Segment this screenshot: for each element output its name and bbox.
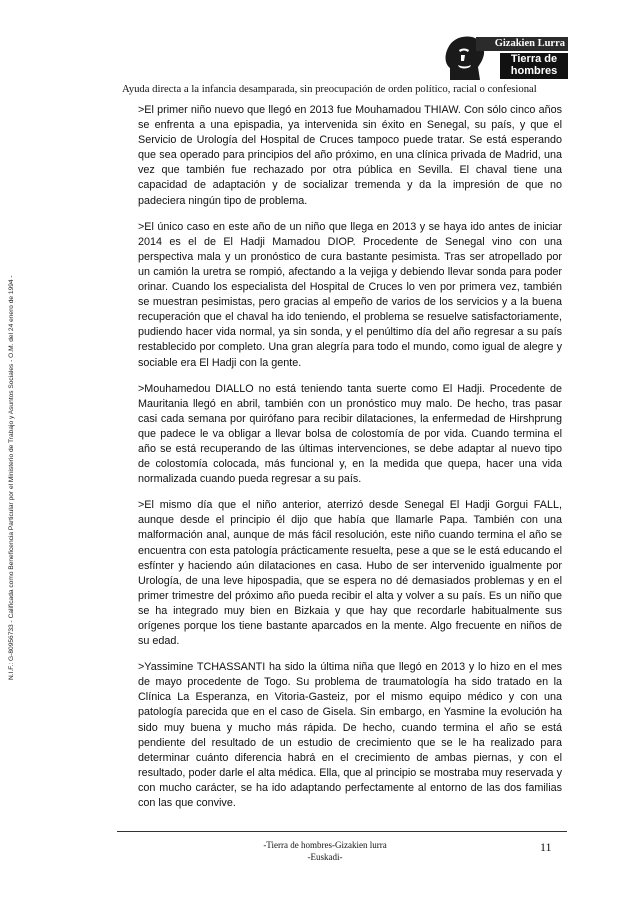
page-number: 11 (540, 840, 552, 854)
paragraph-diallo: >Mouhamedou DIALLO no está teniendo tanta suerte como El Hadji. Procedente de Mauritania llegó en abril, también con un pronóstico muy malo. De hecho, tras pasar casi cada semana por quirófano para recibir dilataciones, la enfermedad de Hirshprung que padece le va obligar a llevar bolsa de colostomía de por vida. Cuando termina el año se está recuperando de las últimas intervenciones, se debe adaptar al nuevo tipo de colostomía colocada, más funcional y, en la medida que quepa, hacer una vida normalizada cuando pueda regresar a su país. (138, 382, 562, 486)
brand-line-1: Tierra de (510, 53, 558, 65)
brand-name-spanish (500, 53, 568, 79)
paragraph-fall: >El mismo día que el niño anterior, aterrizó desde Senegal El Hadji Gorgui FALL, aunque desde el principio él dijo que había que llamarle Papa. También con una malformación anal, aunque de más fácil resolución, este niño cuando termina el año se encuentra con esta patología prácticamente resuelta, pese a que se le está educando el esfínter y haciendo aún dilataciones en casa. Hubo de ser intervenido igualmente por Urología, de una leve hipospadia, que se espera no dé demasiados problemas y en el primer trimestre del próximo año pueda recibir el alta y volver a su país. Es un niño que se ha integrado muy bien en Bizkaia y que hay que recordarle habitualmente sus orígenes porque los tiene bastante aparcados en la mente. Algo frecuente en niños de su edad. (138, 499, 562, 648)
paragraph-tchassanti: >Yassimine TCHASSANTI ha sido la última niña que llegó en 2013 y lo hizo en el mes de mayo procedente de Togo. Su problema de traumatología ha sido tratado en la Clínica La Esperanza, en Vitoria-Gasteiz, por el mismo equipo médico y con una patología parecida que en el caso de Gisela. Sin embargo, en Yasmine la evolución ha sido muy buena y mucho más rápida. De hecho, cuando termina el año se está pendiente del resultado de un estudio de crecimiento que se le ha realizado para determinar cuánto diferencia habrá en el crecimiento de ambas piernas, y con el resultado, poder darle el alta médica. Ella, que al principio se mostraba muy reservada y con mucho carácter, se ha ido adaptando perfectamente al entorno de las dos familias con las que convive. (138, 661, 562, 810)
footer-divider (117, 831, 567, 832)
footer-region: -Euskadi- (307, 852, 343, 862)
document-body (138, 103, 562, 822)
header-tagline: Ayuda directa a la infancia desamparada, sin preocupación de orden político, racial o confesional (122, 83, 537, 95)
brand-name-basque: Gizakien Lurra (476, 37, 568, 51)
legal-note-text: N.I.F.: G-80956733 - Calificada como Beneficencia Particular por el Ministerio de Trabajo y Asuntos Sociales - O.M. del 24 enero de 1994 - (8, 275, 15, 680)
vertical-legal-note (2, 120, 14, 680)
footer-organization: -Tierra de hombres-Gizakien lurra (263, 840, 387, 850)
brand-line-2: hombres (510, 64, 558, 77)
paragraph-diop: >El único caso en este año de un niño que llega en 2013 y se haya ido antes de iniciar 2014 es el de El Hadji Mamadou DIOP. Procedente de Senegal vino con una perspectiva mala y un pronóstico de cura bastante pesimista. Tras ser atropellado por un camión la uretra se rompió, afectando a la vejiga y debiendo llevar sonda para poder orinar. Cuando los especialista del Hospital de Cruces lo ven por primera vez, también se muestran pesimistas, pero gracias al empeño de varios de los servicios y a la buena recuperación que el chaval ha ido teniendo, el problema se resuelve satisfactoriamente, pudiendo hacer vida normal, ya sin sonda, y el penúltimo día del año regresar a su país restablecido por completo. Una gran alegría para todo el mundo, como igual de alegre y sociable era El Hadji con la gente. (138, 220, 562, 369)
organization-logo (442, 34, 570, 80)
paragraph-thiaw: >El primer niño nuevo que llegó en 2013 fue Mouhamadou THIAW. Con sólo cinco años se enfrenta a una epispadia, ya intervenida sin éxito en Senegal, su país, y que el Servicio de Urología del Hospital de Cruces tampoco puede tratar. Se está esperando que sea operado para principios del año próximo, en una clínica privada de Madrid, una vez que también fue rechazado por otra pública en Sevilla. El chaval tiene una capacidad de adaptación y de socializar tremenda y da la impresión de que no padeciera ningún tipo de problema. (138, 104, 562, 207)
